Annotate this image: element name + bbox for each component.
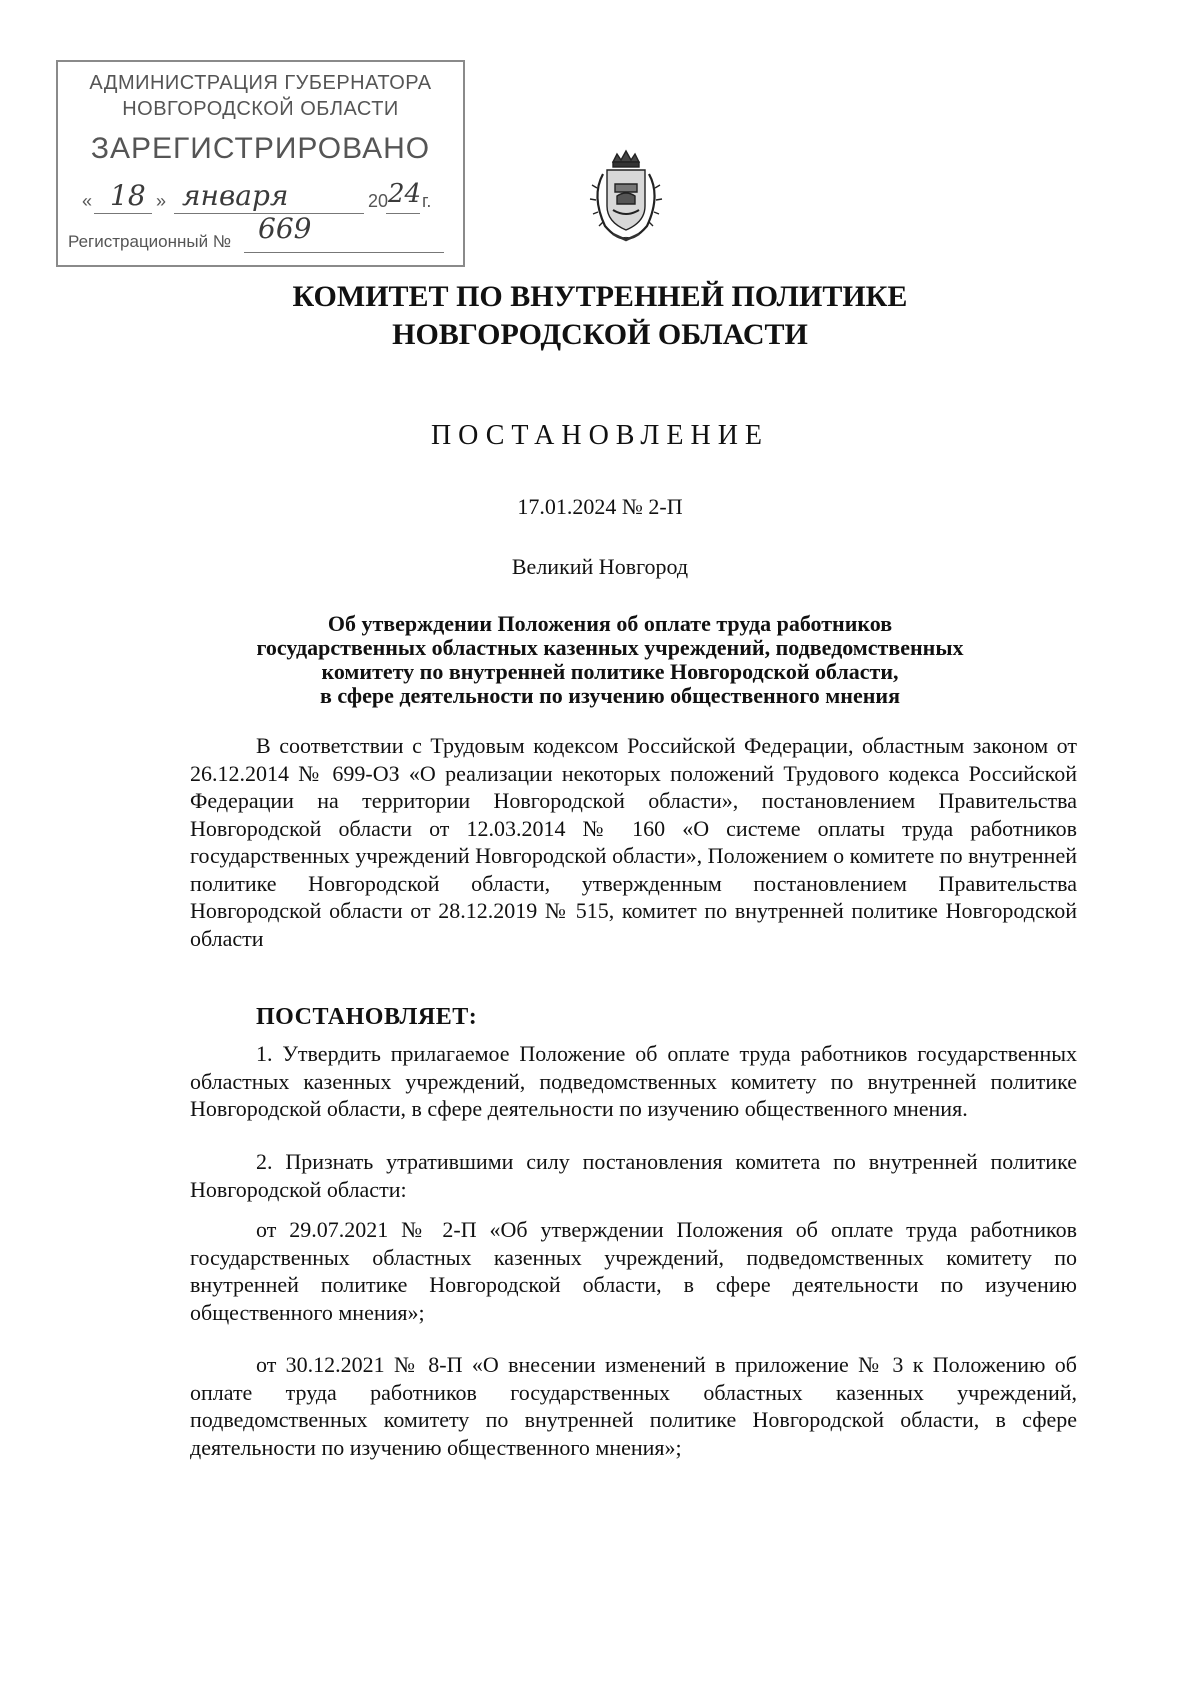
stamp-day-underline	[94, 213, 152, 214]
stamp-registered-label: ЗАРЕГИСТРИРОВАНО	[90, 132, 431, 165]
stamp-registration-underline	[244, 252, 444, 253]
repealed-decree-2: от 30.12.2021 № 8-П «О внесении изменений в приложение № 3 к Положению об оплате труда работников государственных областных казенных учреждений, подведомственных комитету по внутренней политике Новгородской области, в сфере деятельности по изучению общественного мнения»;	[190, 1352, 1077, 1460]
document-city: Великий Новгород	[511, 554, 689, 579]
decree-item-2: 2. Признать утратившими силу постановления комитета по внутренней политике Новгородской области:	[190, 1149, 1077, 1202]
committee-title-line2: НОВГОРОДСКОЙ ОБЛАСТИ	[392, 318, 808, 351]
committee-title-line1: КОМИТЕТ ПО ВНУТРЕННЕЙ ПОЛИТИКЕ	[292, 280, 908, 313]
stamp-day-handwritten: 18	[110, 179, 146, 212]
stamp-year-handwritten: 24	[388, 179, 422, 209]
committee-title	[0, 278, 1200, 354]
stamp-registration-label: Регистрационный №	[68, 232, 232, 251]
stamp-year-prefix: 20	[368, 191, 389, 211]
stamp-org-line1: АДМИНИСТРАЦИЯ ГУБЕРНАТОРА	[89, 72, 432, 94]
preamble-paragraph: В соответствии с Трудовым кодексом Российской Федерации, областным законом от 26.12.2014 № 699-ОЗ «О реализации некоторых положений Трудового кодекса Российской Федерации на территории Новгородской области», постановлением Правительства Новгородской области от 12.03.2014 № 160 «О системе оплаты труда работников государственных учреждений Новгородской области», Положением о комитете по внутренней политике Новгородской области, утвержденным постановлением Правительства Новгородской области от 28.12.2019 № 515, комитет по внутренней политике Новгородской области	[190, 733, 1077, 951]
subject-line1: Об утверждении Положения об оплате труда работников	[327, 611, 893, 636]
decree-word: ПОСТАНОВЛЯЕТ:	[256, 1004, 478, 1030]
stamp-year-underline	[386, 213, 420, 214]
document-date-number: 17.01.2024 № 2-П	[517, 494, 683, 519]
registration-stamp	[56, 60, 465, 267]
stamp-quote-open: «	[82, 191, 93, 211]
subject-line4: в сфере деятельности по изучению общественного мнения	[320, 683, 900, 708]
decree-item-1: 1. Утвердить прилагаемое Положение об оплате труда работников государственных областных казенных учреждений, подведомственных комитету по внутренней политике Новгородской области, в сфере деятельности по изучению общественного мнения.	[190, 1041, 1077, 1121]
stamp-month-handwritten: января	[182, 179, 289, 212]
stamp-registration-number: 669	[258, 212, 312, 245]
coat-of-arms-emblem	[583, 148, 669, 244]
subject-line2: государственных областных казенных учреждений, подведомственных	[256, 635, 964, 660]
document-subject	[150, 612, 1070, 708]
stamp-org-line2: НОВГОРОДСКОЙ ОБЛАСТИ	[122, 98, 399, 120]
subject-line3: комитету по внутренней политике Новгородской области,	[321, 659, 899, 684]
stamp-quote-close: »	[156, 191, 167, 211]
document-type: ПОСТАНОВЛЕНИЕ	[430, 420, 770, 451]
repealed-decree-1: от 29.07.2021 № 2-П «Об утверждении Положения об оплате труда работников государственных областных казенных учреждений, подведомственных комитету по внутренней политике Новгородской области, в сфере деятельности по изучению общественного мнения»;	[190, 1217, 1077, 1325]
stamp-year-suffix: г.	[422, 191, 432, 211]
stamp-date-row	[82, 177, 452, 217]
